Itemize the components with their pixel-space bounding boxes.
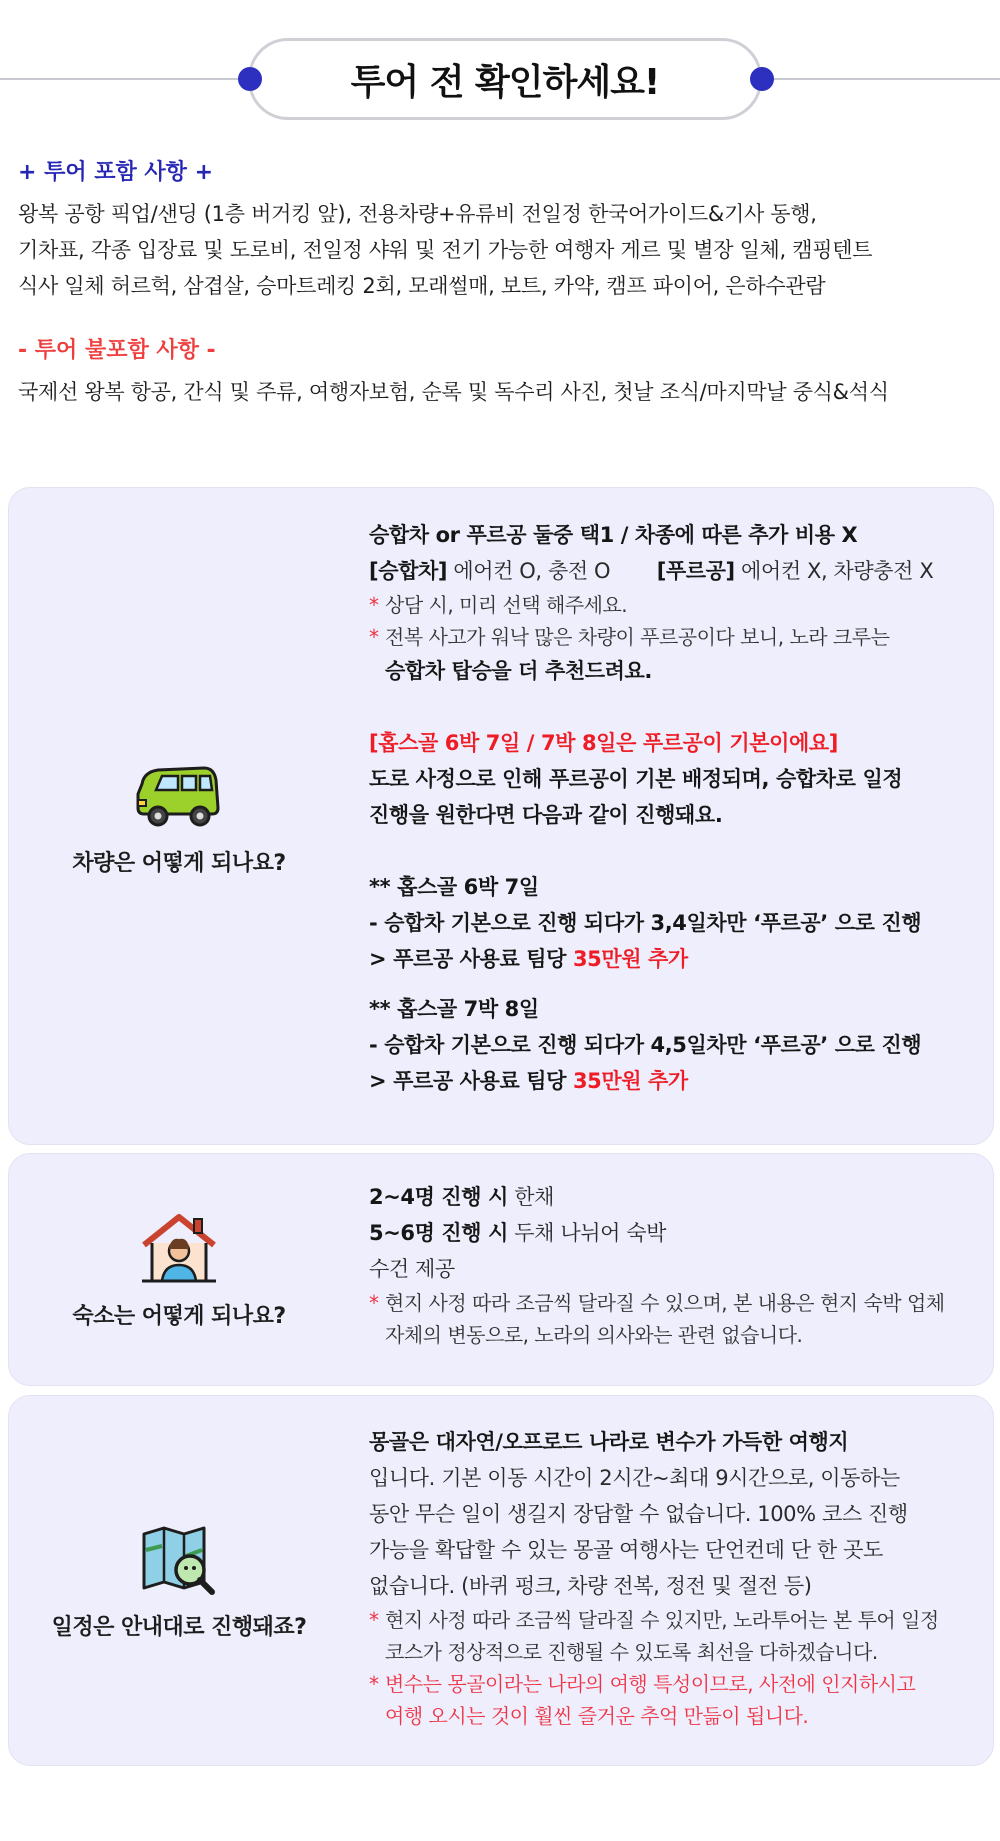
included-items-section [18, 160, 988, 410]
vehicle-info-box [8, 487, 994, 1145]
excluded-line: 국제선 왕복 항공, 간식 및 주류, 여행자보험, 순록 및 독수리 사진, 첫날 조식/마지막날 중식&석식 [18, 380, 889, 404]
schedule-headline: 몽골은 대자연/오프로드 나라로 변수가 가득한 여행지 [369, 1430, 849, 1454]
schedule-line: 입니다. 기본 이동 시간이 2시간~최대 9시간으로, 이동하는 [369, 1466, 900, 1490]
header-dot-right [750, 67, 774, 91]
purgon-desc: 에어컨 X, 차량충전 X [734, 559, 934, 583]
van-icon [134, 756, 224, 836]
section-header [0, 38, 1000, 118]
excluded-title: - 투어 불포함 사항 - [18, 338, 216, 363]
header-dot-left [238, 67, 262, 91]
vehicle-headline: 승합차 or 푸르공 둘중 택1 / 차종에 따른 추가 비용 X [369, 523, 858, 547]
plan-line: - 승합차 기본으로 진행 되다가 3,4일차만 ‘푸르공’ 으로 진행 [369, 911, 922, 935]
lodging-rule-bold: 5~6명 진행 시 [369, 1221, 508, 1245]
lodging-question: 숙소는 어떻게 되나요? [72, 1304, 286, 1329]
schedule-note: 코스가 정상적으로 진행될 수 있도록 최선을 다하겠습니다. [385, 1640, 878, 1664]
vehicle-note: * 전복 사고가 워낙 많은 차량이 푸르공이다 보니, 노라 크루는 [369, 625, 890, 649]
lodging-rule-text: 두채 나뉘어 숙박 [508, 1221, 667, 1245]
header-divider-right [760, 78, 1000, 80]
plan-fee-prefix: > 푸르공 사용료 팀당 [369, 947, 573, 971]
vehicle-note: * 상담 시, 미리 선택 해주세요. [369, 593, 628, 617]
plan-fee: 35만원 추가 [572, 947, 688, 971]
schedule-question: 일정은 안내대로 진행돼죠? [51, 1615, 307, 1640]
van-label: [승합차] [369, 559, 448, 583]
house-person-icon [134, 1209, 224, 1289]
included-title: + 투어 포함 사항 + [18, 160, 214, 185]
hovsgol-line: 도로 사정으로 인해 푸르공이 기본 배정되며, 승합차로 일정 [369, 767, 903, 791]
lodging-rule-text: 한채 [508, 1185, 555, 1209]
vehicle-question: 차량은 어떻게 되나요? [72, 850, 286, 876]
plan-fee-prefix: > 푸르공 사용료 팀당 [369, 1069, 573, 1093]
map-search-icon [134, 1520, 224, 1600]
lodging-note: * 현지 사정 따라 조금씩 달라질 수 있으며, 본 내용은 현지 숙박 업체 [369, 1291, 945, 1315]
lodging-rule-bold: 2~4명 진행 시 [369, 1185, 508, 1209]
header-divider-left [0, 78, 248, 80]
lodging-note: 자체의 변동으로, 노라의 의사와는 관련 없습니다. [385, 1323, 803, 1347]
included-line: 기차표, 각종 입장료 및 도로비, 전일정 샤워 및 전기 가능한 여행자 게르 및 별장 일체, 캠핑텐트 [18, 238, 873, 262]
schedule-note-warning: * 변수는 몽골이라는 나라의 여행 특성이므로, 사전에 인지하시고 [369, 1672, 916, 1696]
plan-title: ** 홉스골 6박 7일 [369, 875, 539, 899]
purgon-label: [푸르공] [656, 559, 735, 583]
vehicle-note-emphasis: 승합차 탑승을 더 추천드려요. [385, 659, 652, 683]
included-line: 식사 일체 허르헉, 삼겹살, 승마트레킹 2회, 모래썰매, 보트, 카약, 캠프 파이어, 은하수관람 [18, 274, 826, 298]
schedule-note: * 현지 사정 따라 조금씩 달라질 수 있지만, 노라투어는 본 투어 일정 [369, 1608, 939, 1632]
hovsgol-line: 진행을 원한다면 다음과 같이 진행돼요. [369, 803, 723, 827]
lodging-info-box [8, 1153, 994, 1386]
van-desc: 에어컨 O, 충전 O [447, 559, 611, 583]
schedule-info-box [8, 1395, 994, 1766]
plan-title: ** 홉스골 7박 8일 [369, 997, 539, 1021]
lodging-towel: 수건 제공 [369, 1257, 455, 1281]
hovsgol-title: [홉스골 6박 7일 / 7박 8일은 푸르공이 기본이에요] [369, 731, 838, 755]
plan-line: - 승합차 기본으로 진행 되다가 4,5일차만 ‘푸르공’ 으로 진행 [369, 1033, 922, 1057]
plan-fee: 35만원 추가 [572, 1069, 688, 1093]
schedule-line: 가능을 확답할 수 있는 몽골 여행사는 단언컨데 단 한 곳도 [369, 1538, 883, 1562]
included-line: 왕복 공항 픽업/샌딩 (1층 버거킹 앞), 전용차량+유류비 전일정 한국어가이드&기사 동행, [18, 202, 817, 226]
schedule-line: 없습니다. (바퀴 펑크, 차량 전복, 정전 및 절전 등) [369, 1574, 812, 1598]
header-title: 투어 전 확인하세요! [248, 38, 762, 120]
schedule-line: 동안 무슨 일이 생길지 장담할 수 없습니다. 100% 코스 진행 [369, 1502, 908, 1526]
schedule-note-warning: 여행 오시는 것이 훨씬 즐거운 추억 만듦이 됩니다. [385, 1704, 809, 1728]
